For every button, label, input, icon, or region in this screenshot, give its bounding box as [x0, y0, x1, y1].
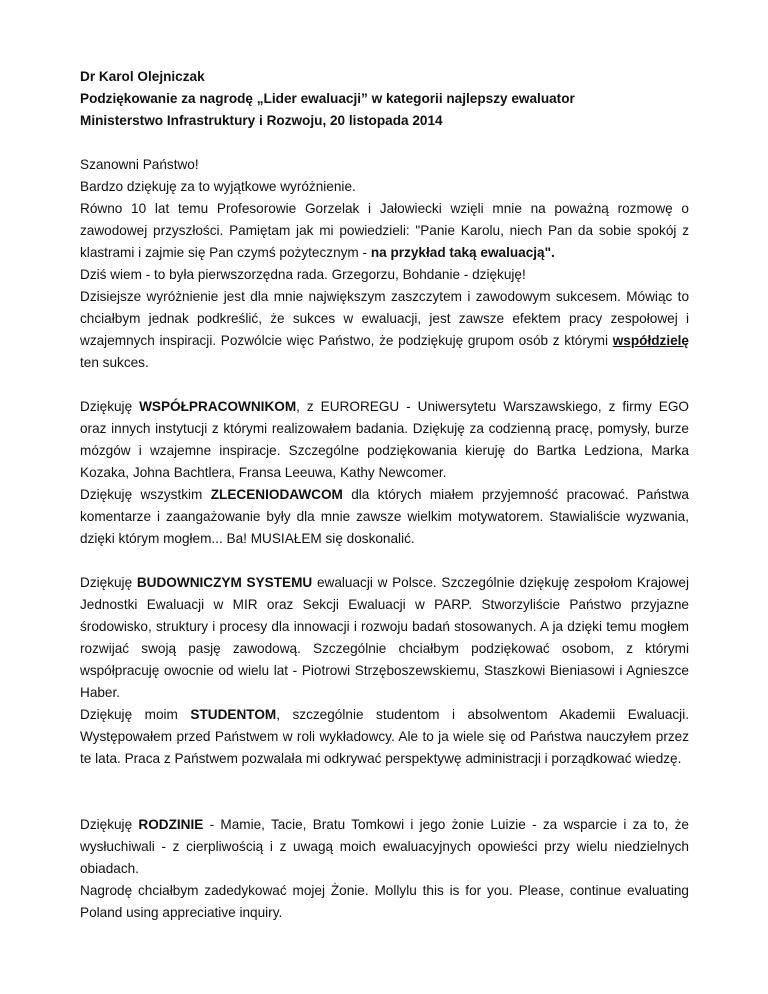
story-text-plain: Równo 10 lat temu Profesorowie Gorzelak i Jałowiecki wzięli mnie na poważną rozmowę o zawodowej przyszłości. Pamiętam jak mi powiedzieli: "Panie Karolu, niech Pan da sobie spokój z klastrami i zajmie się Pan czymś pożytecznym -: [80, 201, 689, 260]
speech-title: Podziękowanie za nagrodę „Lider ewaluacji” w kategorii najlepszy ewaluator: [80, 91, 575, 106]
paragraph-opening: [80, 154, 689, 286]
clients-keyword: ZLECENIODAWCOM: [210, 487, 343, 502]
coworkers-keyword: WSPÓŁPRACOWNIKOM: [139, 399, 297, 414]
family-keyword: RODZINIE: [138, 817, 204, 832]
paragraph-success: [80, 286, 689, 374]
shared-word: współdzielę: [612, 333, 689, 348]
builders-text: ewaluacji w Polsce. Szczególnie dziękuję zespołom Krajowej Jednostki Ewaluacji w MIR oraz Sekcji Ewaluacji w PARP. Stworzyliście Państwo przyjazne środowisko, struktury i procesy dla innowacji i rozwoju badań stosowanych. A ja dzięki temu mogłem rozwijać swoją pasję zawodową. Szczególnie chciałbym podziękować osobom, z którymi współpracuję owocnie od wielu lat - Piotrowi Strzęboszewskiemu, Staszkowi Bieniasowi i Agnieszce Haber.: [80, 575, 689, 700]
greeting: Szanowni Państwo!: [80, 157, 199, 172]
success-text-end: ten sukces.: [80, 355, 149, 370]
story-text-bold: na przykład taką ewaluacją".: [370, 245, 555, 260]
paragraph-family: [80, 814, 689, 880]
clients-text: dla których miałem przyjemność pracować. Państwa komentarze i zaangażowanie były dla mnie zawsze wielkim motywatorem. Stawialiście wyzwania, dzięki którym mogłem... Ba! MUSIAŁEM się doskonalić.: [80, 487, 689, 546]
students-text: , szczególnie studentom i absolwentom Akademii Ewaluacji. Występowałem przed Państwem w roli wykładowcy. Ale to ja wiele się od Państwa nauczyłem przez te lata. Praca z Państwem pozwalała mi odkrywać perspektywę administracji i porządkować wiedzę.: [80, 707, 689, 766]
paragraph-dedication: Nagrodę chciałbym zadedykować mojej Żonie. Mollylu this is for you. Please, continue evaluating Poland using appreciative inquiry.: [80, 883, 689, 920]
success-text: Dzisiejsze wyróżnienie jest dla mnie największym zaszczytem i zawodowym sukcesem. Mówiąc to chciałbym jednak podkreślić, że sukces w ewaluacji, jest zawsze efektem pracy zespołowej i wzajemnych inspiracji. Pozwólcie więc Państwo, że podziękuję grupom osób z którymi: [80, 289, 689, 348]
clients-lead: Dziękuję wszystkim: [80, 487, 211, 502]
builders-lead: Dziękuję: [80, 575, 137, 590]
thanks-line: Bardzo dziękuję za to wyjątkowe wyróżnienie.: [80, 179, 356, 194]
story-text: [80, 198, 689, 264]
paragraph-builders: [80, 572, 689, 704]
document-header: [80, 66, 690, 132]
family-lead: Dziękuję: [80, 817, 139, 832]
coworkers-text: , z EUROREGU - Uniwersytetu Warszawskiego, z firmy EGO oraz innych instytucji z którymi realizowałem badania. Dziękuję za codzienną pracę, pomysły, burze mózgów i wzajemne inspiracje. Szczególne podziękowania kieruję do Bartka Ledziona, Marka Kozaka, Johna Bachtlera, Fransa Leeuwa, Kathy Newcomer.: [80, 399, 689, 480]
coworkers-lead: Dziękuję: [80, 399, 140, 414]
students-lead: Dziękuję moim: [80, 707, 191, 722]
builders-keyword: BUDOWNICZYM SYSTEMU: [136, 575, 313, 590]
paragraph-clients: [80, 484, 689, 550]
family-text: - Mamie, Tacie, Bratu Tomkowi i jego żonie Luizie - za wsparcie i za to, że wysłuchiwali - z cierpliwością i z uwagą moich ewaluacyjnych opowieści przy wielu niedzielnych obiadach.: [80, 817, 689, 876]
event-venue-date: Ministerstwo Infrastruktury i Rozwoju, 20 listopada 2014: [80, 113, 443, 128]
paragraph-students: [80, 704, 689, 770]
author-name: Dr Karol Olejniczak: [80, 69, 205, 84]
students-keyword: STUDENTOM: [190, 707, 277, 722]
closing-line: Dziś wiem - to była pierwszorzędna rada. Grzegorzu, Bohdanie - dziękuję!: [80, 267, 526, 282]
paragraph-coworkers: [80, 396, 689, 484]
